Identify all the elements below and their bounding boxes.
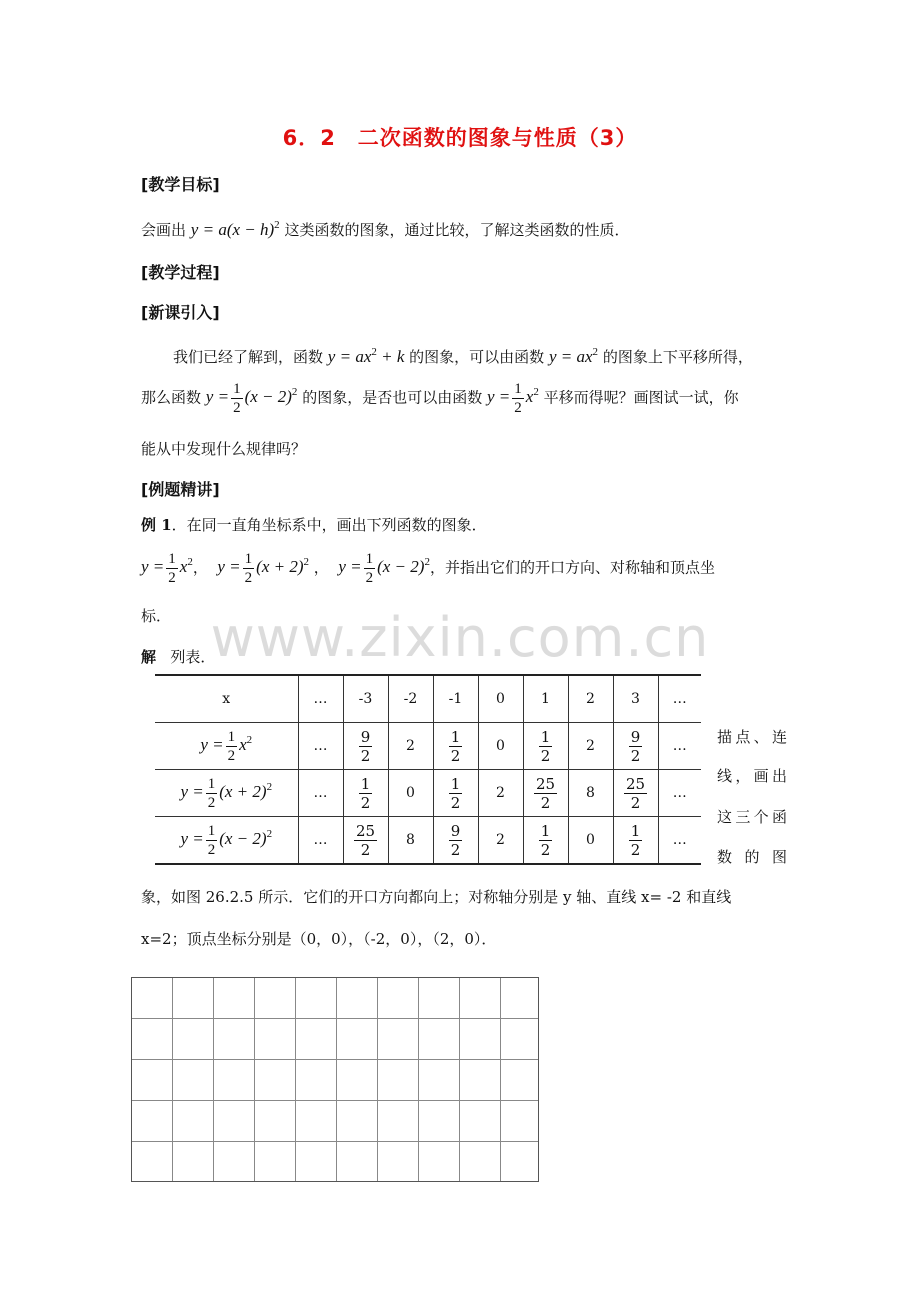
- table-cell: [343, 817, 388, 865]
- table-row: [155, 817, 701, 865]
- values-table: [155, 674, 701, 865]
- side-text-1: 描点、连: [717, 728, 787, 746]
- intro-line-3: 能从中发现什么规律吗？: [141, 440, 307, 458]
- intro-text: 的图象上下平移所得，: [602, 348, 753, 366]
- fraction-value: $\frac{9}{2}$: [630, 727, 641, 765]
- fraction-value: $\frac{1}{2}$: [630, 821, 641, 859]
- fraction-value: $\frac{1}{2}$: [450, 774, 461, 812]
- table-cell: …: [298, 817, 343, 865]
- intro-text: 的图象，可以由函数: [409, 348, 545, 366]
- row-function-label: y = $\frac{1}{2}$ $(x + 2)^2$: [155, 770, 298, 817]
- table-cell: [433, 723, 478, 770]
- section-heading-intro: [新课引入]: [141, 303, 220, 322]
- table-cell: [343, 723, 388, 770]
- table-cell: 0: [478, 723, 523, 770]
- intro-line-2: [141, 380, 739, 417]
- table-cell: …: [658, 817, 701, 865]
- table-header-cell: 3: [613, 675, 658, 723]
- intro-text: 的图象，是否也可以由函数: [302, 388, 483, 407]
- solution-line: [141, 646, 215, 668]
- table-cell: [433, 770, 478, 817]
- intro-text: 平移而得呢？画图试一试，你: [543, 388, 739, 407]
- table-cell: [613, 770, 658, 817]
- table-cell: 2: [478, 770, 523, 817]
- func-2: y = $\frac{1}{2}$ $(x + 2)^2$: [217, 551, 309, 586]
- side-text-4: 数 的 图: [717, 848, 787, 866]
- table-cell: …: [298, 770, 343, 817]
- table-cell: [523, 723, 568, 770]
- table-cell: [433, 817, 478, 865]
- func-3: y = $\frac{1}{2}$ $(x - 2)^2$: [338, 551, 430, 586]
- table-cell: 0: [568, 817, 613, 865]
- table-header-cell: …: [658, 675, 701, 723]
- table-header-cell: -1: [433, 675, 478, 723]
- intro-text: 那么函数: [141, 388, 202, 407]
- table-cell: …: [658, 723, 701, 770]
- table-cell: 0: [388, 770, 433, 817]
- solution-text: 列表．: [170, 648, 216, 666]
- table-header-cell: -2: [388, 675, 433, 723]
- fraction-value: $\frac{1}{2}$: [540, 727, 551, 765]
- example-text: ．在同一直角坐标系中，画出下列函数的图象．: [171, 516, 487, 534]
- table-cell: …: [298, 723, 343, 770]
- goal-text-before: 会画出: [141, 221, 187, 239]
- formula-half-x-sq: y = $\frac{1}{2}$ $x^2$: [487, 381, 539, 416]
- goal-paragraph: [141, 214, 629, 241]
- blank-graph-grid: [131, 977, 539, 1182]
- page-title: 6．2 二次函数的图象与性质（3）: [282, 126, 638, 150]
- table-cell: 2: [388, 723, 433, 770]
- func-1: y = $\frac{1}{2}$ $x^2$: [141, 551, 193, 586]
- fraction-value: $\frac{1}{2}$: [360, 774, 371, 812]
- side-text-3: 这三个函: [717, 808, 787, 826]
- fraction-value: $\frac{9}{2}$: [450, 821, 461, 859]
- table-cell: [343, 770, 388, 817]
- table-cell: 8: [388, 817, 433, 865]
- formula-vertex-form: $y = a(x - h)^2$: [190, 219, 280, 239]
- formula-ax2-plus-k: $y = ax^2 + k$: [327, 346, 405, 366]
- example-wrap: 标．: [141, 607, 172, 625]
- table-header-cell: 2: [568, 675, 613, 723]
- table-row: [155, 770, 701, 817]
- formula-ax2: $y = ax^2$: [548, 346, 599, 366]
- fraction-value: $\frac{1}{2}$: [450, 727, 461, 765]
- section-heading-process: [教学过程]: [141, 263, 220, 282]
- fraction-value: $\frac{25}{2}$: [625, 774, 646, 812]
- section-heading-example: [例题精讲]: [141, 480, 220, 499]
- row-function-label: y = $\frac{1}{2}$ $x^2$: [155, 723, 298, 770]
- example-label: 例 1: [141, 516, 172, 534]
- goal-text-after: 这类函数的图象，通过比较，了解这类函数的性质．: [284, 221, 630, 239]
- fraction-value: $\frac{25}{2}$: [535, 774, 556, 812]
- fraction-value: $\frac{9}{2}$: [360, 727, 371, 765]
- fraction-value: $\frac{1}{2}$: [540, 821, 551, 859]
- table-cell: [523, 817, 568, 865]
- table-row: [155, 723, 701, 770]
- table-cell: 8: [568, 770, 613, 817]
- watermark: www.zixin.com.cn: [210, 606, 710, 669]
- fraction-value: $\frac{25}{2}$: [355, 821, 376, 859]
- intro-line-1: [173, 341, 753, 368]
- table-header-cell: -3: [343, 675, 388, 723]
- table-header-cell: 0: [478, 675, 523, 723]
- table-header-cell: 1: [523, 675, 568, 723]
- table-header-cell: …: [298, 675, 343, 723]
- solution-label: 解: [141, 648, 157, 666]
- section-heading-goal: [教学目标]: [141, 175, 220, 194]
- conclusion-line-1: 象，如图 26.2.5 所示．它们的开口方向都向上；对称轴分别是 y 轴、直线 x= -2 和直线: [141, 888, 732, 906]
- table-cell: [613, 723, 658, 770]
- table-cell: [613, 817, 658, 865]
- table-cell: …: [658, 770, 701, 817]
- table-cell: 2: [478, 817, 523, 865]
- table-cell: [523, 770, 568, 817]
- example-after-funcs: ，并指出它们的开口方向、对称轴和顶点坐: [429, 558, 715, 577]
- table-cell: 2: [568, 723, 613, 770]
- table-header-row: [155, 675, 701, 723]
- table-header-cell: x: [155, 675, 298, 723]
- intro-text: 我们已经了解到，函数: [173, 348, 324, 366]
- example-line-1: [141, 514, 487, 536]
- side-text-2: 线，画出: [717, 767, 787, 785]
- formula-half-x-minus-2-sq: y = $\frac{1}{2}$ $(x - 2)^2$: [205, 381, 298, 416]
- example-functions-line: y = $\frac{1}{2}$ $x^2$， y = $\frac{1}{2}$ $(x + 2)^2$ ， y = $\frac{1}{2}$ $(x - 2)^2$，并指出它们的开口方向、对称轴和顶点坐: [141, 551, 715, 586]
- conclusion-line-2: x=2；顶点坐标分别是（0，0），（-2，0），（2，0）．: [141, 930, 497, 948]
- row-function-label: y = $\frac{1}{2}$ $(x - 2)^2$: [155, 817, 298, 865]
